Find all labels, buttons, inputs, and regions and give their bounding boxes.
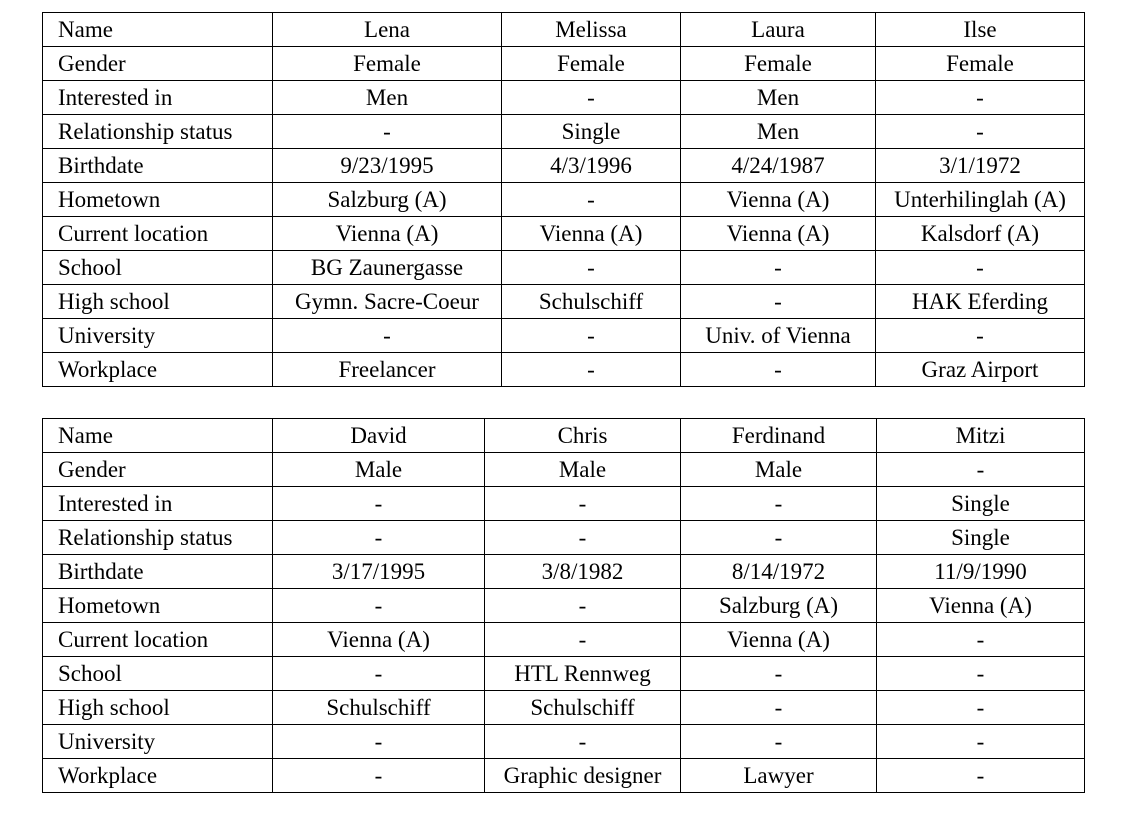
row-label: Hometown [43, 183, 273, 217]
table-cell: - [681, 353, 876, 387]
table-cell: - [681, 691, 877, 725]
table-cell: - [485, 725, 681, 759]
table-cell: 9/23/1995 [273, 149, 502, 183]
table-cell: Men [681, 115, 876, 149]
table-row [43, 419, 1085, 453]
table-cell: - [502, 319, 681, 353]
table-body [43, 13, 1085, 387]
table-cell: - [877, 623, 1085, 657]
table-cell: Men [681, 81, 876, 115]
table-body [43, 419, 1085, 793]
table-cell: Vienna (A) [502, 217, 681, 251]
table-cell: - [877, 759, 1085, 793]
row-label: Gender [43, 453, 273, 487]
table-row [43, 285, 1085, 319]
table-cell: - [485, 623, 681, 657]
table-cell: Freelancer [273, 353, 502, 387]
table-row [43, 115, 1085, 149]
row-label: Workplace [43, 759, 273, 793]
row-label: School [43, 657, 273, 691]
table-cell: 4/3/1996 [502, 149, 681, 183]
table-cell: BG Zaunergasse [273, 251, 502, 285]
table-cell: - [273, 521, 485, 555]
table-cell: - [876, 251, 1085, 285]
table-cell: - [502, 251, 681, 285]
table-cell: 3/1/1972 [876, 149, 1085, 183]
row-label: Birthdate [43, 555, 273, 589]
table-cell: HAK Eferding [876, 285, 1085, 319]
table-cell: Single [502, 115, 681, 149]
table-cell: Laura [681, 13, 876, 47]
table-cell: Kalsdorf (A) [876, 217, 1085, 251]
row-label: Current location [43, 217, 273, 251]
profile-table-female [42, 12, 1085, 387]
table-row [43, 623, 1085, 657]
row-label: Hometown [43, 589, 273, 623]
table-row [43, 453, 1085, 487]
table-row [43, 657, 1085, 691]
table-row [43, 319, 1085, 353]
table-row [43, 487, 1085, 521]
table-cell: - [273, 487, 485, 521]
table-row [43, 13, 1085, 47]
table-cell: 11/9/1990 [877, 555, 1085, 589]
table-cell: Lena [273, 13, 502, 47]
table-row [43, 353, 1085, 387]
table-cell: - [273, 725, 485, 759]
row-label: School [43, 251, 273, 285]
table-row [43, 691, 1085, 725]
table-cell: Male [273, 453, 485, 487]
table-cell: - [681, 487, 877, 521]
row-label: University [43, 725, 273, 759]
table-cell: Vienna (A) [681, 623, 877, 657]
table-cell: HTL Rennweg [485, 657, 681, 691]
table-cell: Vienna (A) [681, 217, 876, 251]
table-cell: - [485, 521, 681, 555]
profile-table-male [42, 418, 1085, 793]
table-cell: - [485, 589, 681, 623]
table-row [43, 47, 1085, 81]
table-cell: - [877, 453, 1085, 487]
table-cell: - [273, 589, 485, 623]
table-cell: - [502, 353, 681, 387]
row-label: Name [43, 419, 273, 453]
table-cell: Schulschiff [485, 691, 681, 725]
table-cell: Salzburg (A) [273, 183, 502, 217]
table-cell: Schulschiff [273, 691, 485, 725]
row-label: Relationship status [43, 521, 273, 555]
table-row [43, 217, 1085, 251]
table-cell: - [876, 319, 1085, 353]
row-label: Gender [43, 47, 273, 81]
table-cell: Female [502, 47, 681, 81]
table-cell: Melissa [502, 13, 681, 47]
row-label: Current location [43, 623, 273, 657]
table-row [43, 521, 1085, 555]
table-cell: - [877, 725, 1085, 759]
table-cell: Mitzi [877, 419, 1085, 453]
table-cell: Ilse [876, 13, 1085, 47]
table-cell: Men [273, 81, 502, 115]
table-cell: Gymn. Sacre-Coeur [273, 285, 502, 319]
table-cell: Female [876, 47, 1085, 81]
table-cell: Vienna (A) [273, 623, 485, 657]
row-label: High school [43, 691, 273, 725]
row-label: University [43, 319, 273, 353]
table-cell: Univ. of Vienna [681, 319, 876, 353]
table-row [43, 555, 1085, 589]
table-cell: - [877, 657, 1085, 691]
table-cell: - [502, 183, 681, 217]
table-cell: Graz Airport [876, 353, 1085, 387]
table-cell: - [502, 81, 681, 115]
row-label: Name [43, 13, 273, 47]
table-row [43, 81, 1085, 115]
table-cell: Salzburg (A) [681, 589, 877, 623]
table-cell: Vienna (A) [681, 183, 876, 217]
table-cell: - [876, 115, 1085, 149]
table-cell: Chris [485, 419, 681, 453]
table-row [43, 589, 1085, 623]
table-cell: 3/17/1995 [273, 555, 485, 589]
table-cell: Unterhilinglah (A) [876, 183, 1085, 217]
table-cell: 8/14/1972 [681, 555, 877, 589]
table-cell: - [877, 691, 1085, 725]
table-cell: - [485, 487, 681, 521]
table-cell: 3/8/1982 [485, 555, 681, 589]
table-cell: - [681, 657, 877, 691]
row-label: Interested in [43, 81, 273, 115]
table-cell: Female [273, 47, 502, 81]
table-cell: - [681, 521, 877, 555]
table-row [43, 759, 1085, 793]
table-cell: Vienna (A) [877, 589, 1085, 623]
table-row [43, 183, 1085, 217]
row-label: High school [43, 285, 273, 319]
table-cell: - [273, 319, 502, 353]
table-cell: David [273, 419, 485, 453]
table-cell: - [681, 285, 876, 319]
table-cell: Schulschiff [502, 285, 681, 319]
table-cell: Female [681, 47, 876, 81]
table-cell: - [876, 81, 1085, 115]
table-cell: - [681, 725, 877, 759]
table-cell: - [273, 759, 485, 793]
table-cell: - [273, 115, 502, 149]
table-cell: Single [877, 487, 1085, 521]
table-cell: Male [681, 453, 877, 487]
row-label: Workplace [43, 353, 273, 387]
table-row [43, 725, 1085, 759]
row-label: Birthdate [43, 149, 273, 183]
row-label: Relationship status [43, 115, 273, 149]
table-cell: - [681, 251, 876, 285]
table-cell: Ferdinand [681, 419, 877, 453]
table-row [43, 149, 1085, 183]
table-cell: Lawyer [681, 759, 877, 793]
row-label: Interested in [43, 487, 273, 521]
table-cell: 4/24/1987 [681, 149, 876, 183]
table-row [43, 251, 1085, 285]
table-cell: - [273, 657, 485, 691]
table-cell: Single [877, 521, 1085, 555]
table-cell: Graphic designer [485, 759, 681, 793]
table-cell: Male [485, 453, 681, 487]
table-cell: Vienna (A) [273, 217, 502, 251]
